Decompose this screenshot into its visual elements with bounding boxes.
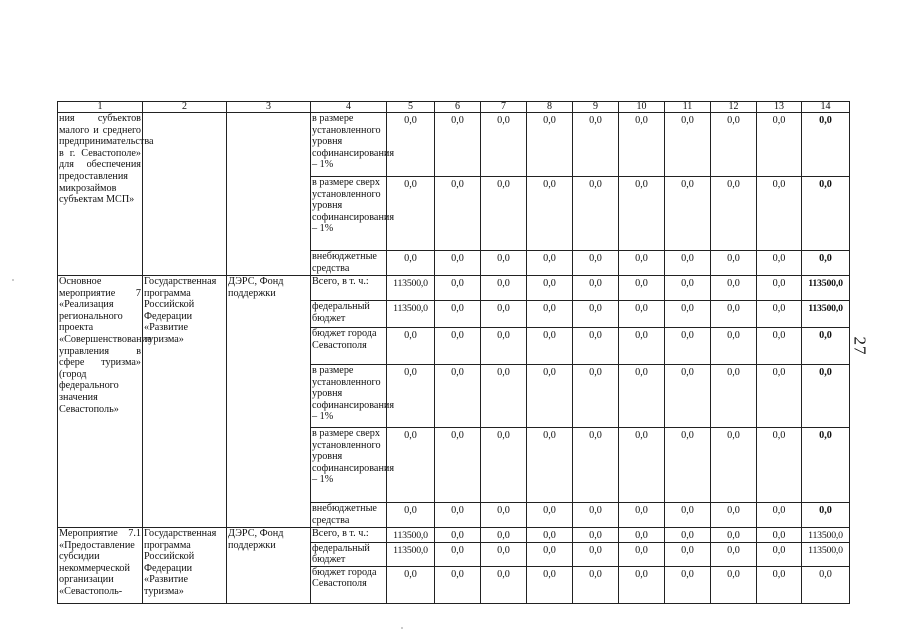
amount-cell: 0,0 — [527, 328, 573, 365]
amount-cell: 0,0 — [435, 503, 481, 528]
funding-source-cell: в размере установленного уровня софинансирования – 1% — [311, 365, 387, 428]
amount-cell: 0,0 — [802, 328, 850, 365]
amount-cell: 0,0 — [435, 365, 481, 428]
amount-cell: 0,0 — [435, 328, 481, 365]
amount-cell: 0,0 — [802, 113, 850, 177]
table-row — [58, 276, 850, 301]
amount-cell: 0,0 — [757, 566, 802, 603]
measure-name-cell: Мероприятие 7.1 «Предоставление субсидии некоммерческой организации «Севастополь- — [58, 528, 143, 604]
table-row — [58, 528, 850, 543]
amount-cell: 0,0 — [757, 251, 802, 276]
amount-cell: 0,0 — [711, 328, 757, 365]
amount-cell: 0,0 — [527, 566, 573, 603]
amount-cell: 0,0 — [619, 528, 665, 543]
amount-cell: 113500,0 — [802, 528, 850, 543]
amount-cell: 0,0 — [757, 528, 802, 543]
amount-cell: 0,0 — [711, 251, 757, 276]
amount-cell: 0,0 — [757, 276, 802, 301]
amount-cell: 0,0 — [665, 428, 711, 503]
amount-cell: 0,0 — [435, 177, 481, 251]
amount-cell: 0,0 — [619, 276, 665, 301]
amount-cell: 0,0 — [527, 276, 573, 301]
program-cell — [143, 113, 227, 276]
amount-cell: 0,0 — [711, 542, 757, 566]
amount-cell: 0,0 — [435, 528, 481, 543]
amount-cell: 0,0 — [665, 301, 711, 328]
amount-cell: 0,0 — [619, 251, 665, 276]
amount-cell: 0,0 — [527, 542, 573, 566]
scan-speck — [401, 627, 403, 629]
funding-source-cell: бюджет города Севастополя — [311, 566, 387, 603]
amount-cell: 0,0 — [757, 542, 802, 566]
amount-cell: 0,0 — [711, 428, 757, 503]
amount-cell: 0,0 — [573, 503, 619, 528]
funding-source-cell: внебюджетные средства — [311, 503, 387, 528]
amount-cell: 0,0 — [527, 251, 573, 276]
budget-table — [57, 101, 850, 604]
amount-cell: 0,0 — [387, 328, 435, 365]
amount-cell: 0,0 — [573, 528, 619, 543]
amount-cell: 0,0 — [481, 301, 527, 328]
amount-cell: 0,0 — [573, 566, 619, 603]
amount-cell: 0,0 — [573, 542, 619, 566]
amount-cell: 113500,0 — [387, 542, 435, 566]
amount-cell: 0,0 — [527, 113, 573, 177]
column-number-header: 14 — [802, 102, 850, 113]
amount-cell: 0,0 — [711, 113, 757, 177]
amount-cell: 0,0 — [619, 428, 665, 503]
amount-cell: 0,0 — [573, 177, 619, 251]
amount-cell: 0,0 — [757, 503, 802, 528]
amount-cell: 0,0 — [711, 301, 757, 328]
amount-cell: 0,0 — [387, 365, 435, 428]
amount-cell: 0,0 — [619, 301, 665, 328]
amount-cell: 0,0 — [665, 251, 711, 276]
amount-cell: 0,0 — [757, 428, 802, 503]
funding-source-cell: Всего, в т. ч.: — [311, 528, 387, 543]
amount-cell: 0,0 — [802, 251, 850, 276]
funding-source-cell: федеральный бюджет — [311, 301, 387, 328]
amount-cell: 0,0 — [435, 113, 481, 177]
column-number-header: 8 — [527, 102, 573, 113]
amount-cell: 0,0 — [665, 542, 711, 566]
amount-cell: 113500,0 — [802, 301, 850, 328]
amount-cell: 0,0 — [665, 328, 711, 365]
amount-cell: 0,0 — [527, 503, 573, 528]
page-number: 27 — [850, 336, 870, 356]
amount-cell: 0,0 — [481, 328, 527, 365]
funding-source-cell: Всего, в т. ч.: — [311, 276, 387, 301]
amount-cell: 0,0 — [665, 566, 711, 603]
amount-cell: 0,0 — [802, 428, 850, 503]
amount-cell: 0,0 — [802, 566, 850, 603]
amount-cell: 0,0 — [527, 301, 573, 328]
amount-cell: 0,0 — [481, 365, 527, 428]
amount-cell: 0,0 — [802, 503, 850, 528]
amount-cell: 0,0 — [481, 276, 527, 301]
column-number-header: 7 — [481, 102, 527, 113]
amount-cell: 0,0 — [387, 566, 435, 603]
amount-cell: 0,0 — [527, 365, 573, 428]
amount-cell: 0,0 — [387, 177, 435, 251]
amount-cell: 0,0 — [573, 428, 619, 503]
executor-cell: ДЭРС, Фонд поддержки — [227, 276, 311, 528]
amount-cell: 0,0 — [711, 528, 757, 543]
amount-cell: 0,0 — [481, 177, 527, 251]
amount-cell: 0,0 — [573, 365, 619, 428]
amount-cell: 0,0 — [481, 542, 527, 566]
amount-cell: 0,0 — [619, 542, 665, 566]
column-number-header: 11 — [665, 102, 711, 113]
amount-cell: 0,0 — [619, 503, 665, 528]
amount-cell: 0,0 — [711, 276, 757, 301]
amount-cell: 0,0 — [711, 503, 757, 528]
amount-cell: 113500,0 — [387, 528, 435, 543]
column-number-header: 9 — [573, 102, 619, 113]
amount-cell: 0,0 — [435, 566, 481, 603]
amount-cell: 113500,0 — [387, 301, 435, 328]
amount-cell: 113500,0 — [802, 542, 850, 566]
column-number-header: 5 — [387, 102, 435, 113]
executor-cell: ДЭРС, Фонд поддержки — [227, 528, 311, 604]
amount-cell: 0,0 — [665, 276, 711, 301]
column-number-header: 13 — [757, 102, 802, 113]
amount-cell: 0,0 — [711, 177, 757, 251]
amount-cell: 0,0 — [481, 566, 527, 603]
funding-source-cell: федеральный бюджет — [311, 542, 387, 566]
amount-cell: 0,0 — [619, 113, 665, 177]
amount-cell: 0,0 — [665, 503, 711, 528]
amount-cell: 0,0 — [573, 251, 619, 276]
amount-cell: 0,0 — [481, 251, 527, 276]
amount-cell: 0,0 — [435, 276, 481, 301]
funding-source-cell: в размере сверх установленного уровня софинансирования – 1% — [311, 177, 387, 251]
amount-cell: 113500,0 — [802, 276, 850, 301]
amount-cell: 0,0 — [435, 301, 481, 328]
column-number-header: 2 — [143, 102, 227, 113]
measure-name-cell: ния субъектов малого и среднего предпринимательства в г. Севастополе» для обеспечения предоставления микрозаймов субъектам МСП» — [58, 113, 143, 276]
funding-source-cell: внебюджетные средства — [311, 251, 387, 276]
column-number-header: 12 — [711, 102, 757, 113]
scan-speck — [12, 279, 14, 281]
amount-cell: 0,0 — [573, 328, 619, 365]
amount-cell: 0,0 — [387, 428, 435, 503]
column-number-header: 3 — [227, 102, 311, 113]
amount-cell: 0,0 — [711, 365, 757, 428]
amount-cell: 0,0 — [387, 251, 435, 276]
amount-cell: 0,0 — [619, 177, 665, 251]
header-row — [58, 102, 850, 113]
column-number-header: 6 — [435, 102, 481, 113]
program-cell: Государственная программа Российской Федерации «Развитие туризма» — [143, 276, 227, 528]
amount-cell: 0,0 — [573, 301, 619, 328]
amount-cell: 0,0 — [481, 428, 527, 503]
amount-cell: 0,0 — [665, 528, 711, 543]
amount-cell: 0,0 — [435, 428, 481, 503]
funding-source-cell: бюджет города Севастополя — [311, 328, 387, 365]
amount-cell: 0,0 — [527, 528, 573, 543]
amount-cell: 0,0 — [757, 113, 802, 177]
table-row — [58, 113, 850, 177]
measure-name-cell: Основное мероприятие 7 «Реализация регионального проекта «Совершенствование управления в сфере туризма» (город федерального значения Севастополь» — [58, 276, 143, 528]
amount-cell: 0,0 — [757, 177, 802, 251]
amount-cell: 113500,0 — [387, 276, 435, 301]
column-number-header: 4 — [311, 102, 387, 113]
amount-cell: 0,0 — [619, 328, 665, 365]
amount-cell: 0,0 — [802, 177, 850, 251]
amount-cell: 0,0 — [619, 365, 665, 428]
amount-cell: 0,0 — [619, 566, 665, 603]
amount-cell: 0,0 — [757, 365, 802, 428]
funding-source-cell: в размере установленного уровня софинансирования – 1% — [311, 113, 387, 177]
amount-cell: 0,0 — [527, 428, 573, 503]
column-number-header: 1 — [58, 102, 143, 113]
amount-cell: 0,0 — [665, 365, 711, 428]
amount-cell: 0,0 — [711, 566, 757, 603]
amount-cell: 0,0 — [435, 251, 481, 276]
amount-cell: 0,0 — [481, 113, 527, 177]
amount-cell: 0,0 — [573, 113, 619, 177]
amount-cell: 0,0 — [665, 113, 711, 177]
amount-cell: 0,0 — [757, 301, 802, 328]
funding-source-cell: в размере сверх установленного уровня софинансирования – 1% — [311, 428, 387, 503]
executor-cell — [227, 113, 311, 276]
amount-cell: 0,0 — [527, 177, 573, 251]
column-number-header: 10 — [619, 102, 665, 113]
program-cell: Государственная программа Российской Федерации «Развитие туризма» — [143, 528, 227, 604]
amount-cell: 0,0 — [481, 503, 527, 528]
amount-cell: 0,0 — [802, 365, 850, 428]
amount-cell: 0,0 — [573, 276, 619, 301]
amount-cell: 0,0 — [665, 177, 711, 251]
amount-cell: 0,0 — [387, 503, 435, 528]
amount-cell: 0,0 — [481, 528, 527, 543]
amount-cell: 0,0 — [387, 113, 435, 177]
amount-cell: 0,0 — [757, 328, 802, 365]
amount-cell: 0,0 — [435, 542, 481, 566]
